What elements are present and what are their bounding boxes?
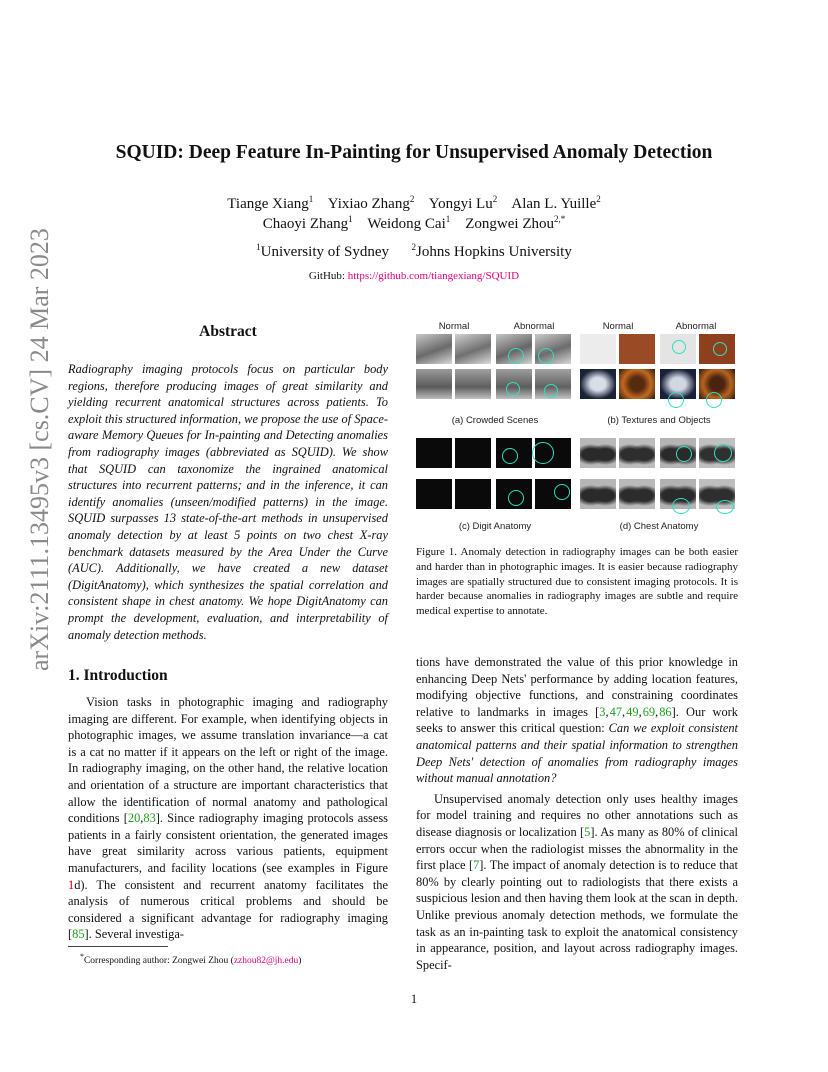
anomaly-marker bbox=[502, 448, 518, 464]
citation-link[interactable]: 3 bbox=[599, 704, 606, 719]
introduction-heading: 1. Introduction bbox=[68, 667, 168, 684]
panel-textures-objects bbox=[580, 334, 738, 414]
digit-image bbox=[416, 438, 452, 468]
page-number: 1 bbox=[410, 992, 418, 1006]
anomaly-marker bbox=[716, 500, 734, 514]
citation-link[interactable]: 49 bbox=[626, 704, 639, 719]
panel-c-label: (c) Digit Anatomy bbox=[458, 521, 532, 532]
panel-chest-anatomy bbox=[580, 438, 738, 518]
introduction-right-column bbox=[416, 654, 738, 973]
panel-crowded-scenes bbox=[416, 334, 574, 414]
github-link[interactable]: https://github.com/tiangexiang/SQUID bbox=[347, 270, 520, 282]
author: Yongyi Lu$^2$ bbox=[428, 194, 498, 212]
anomaly-marker bbox=[508, 490, 524, 506]
scene-image bbox=[416, 369, 452, 399]
citation-link[interactable]: 83 bbox=[143, 811, 156, 826]
figure-reference-link[interactable]: 1 bbox=[68, 877, 75, 892]
anomaly-marker bbox=[508, 348, 524, 364]
object-image bbox=[580, 369, 616, 399]
chest-xray bbox=[619, 438, 655, 468]
author: Tiange Xiang$^1$ bbox=[227, 194, 314, 212]
panel-digit-anatomy bbox=[416, 438, 574, 518]
abnormal-label: Abnormal bbox=[513, 321, 555, 332]
panel-a-label: (a) Crowded Scenes bbox=[451, 415, 539, 426]
scene-image bbox=[416, 334, 452, 364]
abstract-heading: Abstract bbox=[199, 323, 257, 340]
citation-link[interactable]: 20 bbox=[127, 811, 141, 826]
anomaly-marker bbox=[554, 484, 570, 500]
citation-link[interactable]: 69 bbox=[642, 704, 656, 719]
anomaly-marker bbox=[538, 348, 554, 364]
anomaly-marker bbox=[532, 442, 554, 464]
figure-1 bbox=[414, 318, 740, 536]
anomaly-marker bbox=[668, 392, 684, 408]
citation-link[interactable]: 86 bbox=[659, 704, 672, 719]
citation-link[interactable]: 5 bbox=[584, 824, 591, 839]
anomaly-marker bbox=[713, 342, 727, 356]
scene-image bbox=[455, 334, 491, 364]
scene-image bbox=[455, 369, 491, 399]
panel-d-label: (d) Chest Anatomy bbox=[619, 521, 699, 532]
paragraph: tions have demonstrated the value of this prior knowledge in enhancing Deep Nets' performance by adding location features, modifying objective functions, and constraining coordinates relative to landmarks in images [3, 47, 49, 69, 86]. Our work seeks to answer this critical question: Can we exploit consistent anatomical patterns and their spatial information to strengthen Deep Nets' detection of anomalies from radiography images without manual annotation? bbox=[416, 655, 738, 786]
anomaly-marker bbox=[672, 498, 690, 514]
panel-b-label: (b) Textures and Objects bbox=[607, 415, 711, 426]
chest-xray bbox=[580, 438, 616, 468]
author: Chaoyi Zhang$^1$ bbox=[262, 214, 353, 232]
anomaly-marker bbox=[506, 382, 520, 396]
footnote-rule bbox=[68, 946, 168, 947]
author: Alan L. Yuille$^2$ bbox=[511, 194, 601, 212]
anomaly-marker bbox=[676, 446, 692, 462]
arxiv-identifier: arXiv:2111.13495v3 [cs.CV] 24 Mar 2023 bbox=[25, 228, 54, 671]
digit-image bbox=[455, 438, 491, 468]
anomaly-marker bbox=[544, 384, 558, 398]
figure-1-caption: Figure 1. Anomaly detection in radiography images can be both easier and harder than in photographic images. It is easier because radiography images are spatially structured due to consistent imaging protocols. It is harder because anomalies in radiography images are subtle and require medical expertise to annotate. bbox=[416, 546, 738, 618]
normal-label: Normal bbox=[602, 321, 634, 332]
anomaly-marker bbox=[706, 392, 722, 408]
author: Weidong Cai$^1$ bbox=[367, 214, 451, 232]
authors-line-1 bbox=[0, 194, 828, 213]
paper-title: SQUID: Deep Feature In-Painting for Unsupervised Anomaly Detection bbox=[115, 142, 713, 163]
anomaly-marker bbox=[672, 340, 686, 354]
github-line: GitHub: https://github.com/tiangexiang/SQUID bbox=[308, 270, 520, 282]
introduction-left-column: Vision tasks in photographic imaging and radiography imaging are different. For example, when identifying objects in photographic images, we assume translation invariance—a cat is a cat no matter if it appears on the left or right of the image. In radiography imaging, on the other hand, the relative location and orientation of a structure are important characteristics that allow the identification of normal anatomy and pathological conditions [20,83]. Since radiography imaging protocols assess patients in a fairly consistent orientation, the generated images have great similarity across various patients, equipment manufacturers, and facility locations (see examples in Figure 1d). The consistent and recurrent anatomy facilitates the analysis of numerous critical problems and should be considered a significant advantage for radiography imaging [85]. Several investiga- bbox=[68, 695, 388, 942]
footnote: *Corresponding author: Zongwei Zhou (zzhou82@jh.edu) bbox=[80, 952, 302, 967]
citation-link[interactable]: 47 bbox=[609, 704, 623, 719]
anomaly-marker bbox=[714, 444, 732, 462]
authors-line-2 bbox=[0, 214, 828, 233]
chest-xray bbox=[580, 479, 616, 509]
author: Yixiao Zhang$^2$ bbox=[327, 194, 415, 212]
email-link[interactable]: zzhou82@jh.edu bbox=[233, 956, 299, 967]
digit-image bbox=[455, 479, 491, 509]
abnormal-label: Abnormal bbox=[675, 321, 717, 332]
affiliation: $^2$Johns Hopkins University bbox=[411, 242, 572, 260]
object-image bbox=[580, 334, 616, 364]
chest-xray bbox=[619, 479, 655, 509]
citation-link[interactable]: 85 bbox=[72, 927, 85, 942]
author: Zongwei Zhou$^{2,*}$ bbox=[465, 214, 566, 232]
affiliations bbox=[0, 242, 828, 261]
citation-link[interactable]: 7 bbox=[473, 858, 480, 873]
abstract-text: Radiography imaging protocols focus on particular body regions, therefore producing images of great similarity and yielding recurrent anatomical structures across patients. To exploit this structured information, we propose the use of Space-aware Memory Queues for In-painting and Detecting anomalies from radiography images (abbreviated as SQUID). We show that SQUID can taxonomize the ingrained anatomical structures into recurrent patterns; and in the inference, it can identify anomalies (unseen/modified patterns) in the image. SQUID surpasses 13 state-of-the-art methods in unsupervised anomaly detection by at least 5 points on two chest X-ray benchmark datasets measured by the Area Under the Curve (AUC). Additionally, we have created a new dataset (DigitAnatomy), which synthesizes the spatial correlation and consistent shape in chest anatomy. We hope DigitAnatomy can prompt the development, evaluation, and interpretability of anomaly detection methods. bbox=[68, 362, 388, 642]
object-image bbox=[619, 369, 655, 399]
paragraph: Unsupervised anomaly detection only uses healthy images for model training and requires no other annotations such as disease diagnosis or localization [5]. As many as 80% of clinical errors occur when the radiologist misses the abnormality in the first place [7]. The impact of anomaly detection is to reduce that 80% by clearly pointing out to radiologists that there exists a suspicious lesion and then having them look at the scan in depth. Unlike previous anomaly detection methods, we formulate the task as an in-painting task to exploit the anatomical consistency in appearance, position, and layout across radiography images. Specif- bbox=[416, 791, 738, 972]
texture-image bbox=[619, 334, 655, 364]
affiliation: $^1$University of Sydney bbox=[256, 242, 389, 260]
digit-image bbox=[416, 479, 452, 509]
normal-label: Normal bbox=[438, 321, 470, 332]
